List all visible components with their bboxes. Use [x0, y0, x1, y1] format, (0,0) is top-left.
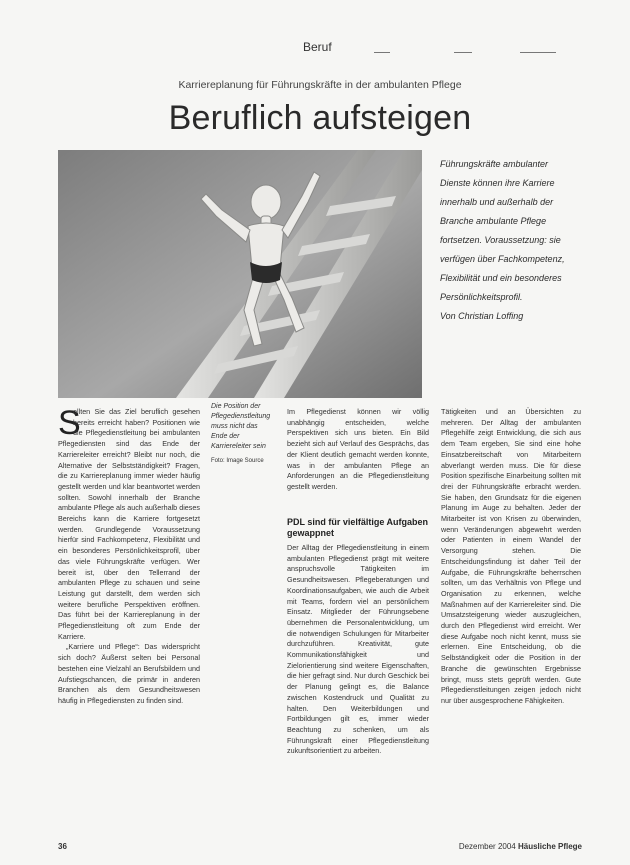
text-column-1 [58, 404, 200, 837]
section-label: Beruf [303, 40, 332, 54]
article-headline: Beruflich aufsteigen [168, 99, 472, 137]
caption-text: Die Position der Pflegedienstleitung muss nicht das Ende der Karriereleiter sein [211, 403, 271, 450]
text-column-2-top [287, 407, 429, 511]
magazine-name: Häusliche Pflege [517, 842, 582, 851]
article-photo [58, 150, 422, 398]
paragraph: Tätigkeiten und an Übersichten zu mehreren. Der Alltag der ambulanten Pflegehilfe zeigt Entwicklung, die sich aus dem Team ergeben, Sie sind eine hohe Einsatzbereitschaft von Mitarbeitern abverlangt werden muss. Die für diese Position spezifische Einarbeitung sollten mit drei der Führungskräfte erbracht werden. Sie haben, den Grundsatz für die eigenen Planung im Auge zu behalten. Jeder der Mitarbeiter ist von Krisen zu überwinden, wenn Veränderungen abgewehrt werden oder Patienten in einem Wandel der Versorgung stehen. Die Entscheidungsfindung ist daher Teil der Aufgabe, die Führungskräfte beherrschen sollten, um das Verhältnis von Pflege und Organisation zu erkennen, welche Maßnahmen auf der Karriereleiter sind. Die Umsatzsteigerung wieder auszugleichen, durch den Pflegedienst wird erreicht. Wer diese Aufgabe noch nicht kennt, muss sie erlernen. Eine Entscheidung, ob die Selbständigkeit oder die Position in der Branche die gewünschten Ergebnisse bringt, muss stets geprüft werden. Gute Pflegedienstleitungen zeigen jedoch nicht nur über ausgesprochene Fähigkeiten. [441, 407, 581, 705]
ladder-figure-illustration [58, 150, 422, 398]
article-teaser [440, 155, 580, 326]
paragraph: Im Pflegedienst können wir völlig unabhängig entscheiden, welche Perspektiven sich uns bieten. Ein Bild bezieht sich auf Verlauf des Gesprächs, das der Klient deutlich gemacht werden konnte, was in der ambulanten Pflege an Anforderungen an die Pflegedienstleitung gestellt werden. [287, 407, 429, 491]
paragraph: Der Alltag der Pflegedienstleitung in einem ambulanten Pflegedienst prägt mit weitere anspruchsvolle Tätigkeiten im Gesundheitswesen. Pflegeberatungen und Koordinationsaufgaben, wie auch die Arbeit mit Teams, fordern viel an persönlichem Einsatz. Mitglieder der Führungsebene übernehmen die Personalentwicklung, um die notwendigen Schulungen für Mitarbeiter durchzuführen. Kreativität, gute Kommunikationsfähigkeit und Zielorientierung sind weitere Eigenschaften, die hier gefragt sind. Nur durch Geschick bei der Planung gelingt es, die Balance zwischen Kostendruck und Qualität zu halten. Den Weiterbildungen und Fortbildungen gilt es, immer wieder Beachtung zu schenken, um als Führungskraft einer Pflegedienstleitung zukunftsorientiert zu arbeiten. [287, 543, 429, 756]
article-author: Von Christian Loffing [440, 311, 524, 321]
header-rule [374, 52, 390, 53]
text-column-2-bottom [287, 543, 429, 837]
paragraph: „Karriere und Pflege“: Das widerspricht sich doch? Äußerst selten bei Personal bestehen eine Vielzahl an Berufsbildern und Aufstiegschancen, die primär in anderen Branchen als dem Gesundheitswesen häufig in Pflegediensten zu finden sind. [58, 642, 200, 705]
header-rule [520, 52, 556, 53]
page-number: 36 [58, 842, 67, 851]
article-subheading: PDL sind für vielfältige Aufgaben gewappnet [287, 517, 429, 538]
paragraph: ollten Sie das Ziel beruflich gesehen bereits erreicht haben? Positionen wie die Pflegedienstleitung bei ambulanten Pflegediensten sind das Ende der Karriereleiter erreicht? Bleibt nur noch, die Alternative der Selbstständigkeit? Fragen, die zu Karriereplanung immer wieder häufig gestellt werden und klar beantwortet werden sollten. Sowohl innerhalb der Branche ambulante Pflege als auch außerhalb dieses Bereichs kann die Karriere fortgesetzt werden. Grundlegende Voraussetzung hierfür sind Fachkompetenz, Flexibilität und ein besonderes Persönlichkeitsprofil, über das viele Führungskräfte verfügen. Wer bereit ist, über den Tellerrand der ambulanten Pflege zu schauen und seine Leistung gut darstellt, dem werden sich weitere berufliche Perspektiven eröffnen. Das führt bei der Karriereplanung in der Pflegedienstleitung oft zum Ende der Karriere. [58, 407, 200, 641]
article-kicker: Karriereplanung für Führungskräfte in der ambulanten Pflege [178, 79, 462, 91]
photo-caption [211, 402, 271, 466]
text-column-3 [441, 407, 581, 837]
photo-credit: Foto: Image Source [211, 458, 264, 464]
header-rule [454, 52, 472, 53]
footer-issue-line [420, 842, 582, 851]
issue-date: Dezember 2004 [458, 842, 516, 851]
drop-cap: S [58, 404, 81, 442]
teaser-text: Führungskräfte ambulanter Dienste können ihre Karriere innerhalb und außerhalb der Branche ambulante Pflege fortsetzen. Voraussetzung: sie verfügen über Fachkompetenz, Flexibilität und ein besonderes Persönlichkeitsprofil. [440, 159, 565, 302]
